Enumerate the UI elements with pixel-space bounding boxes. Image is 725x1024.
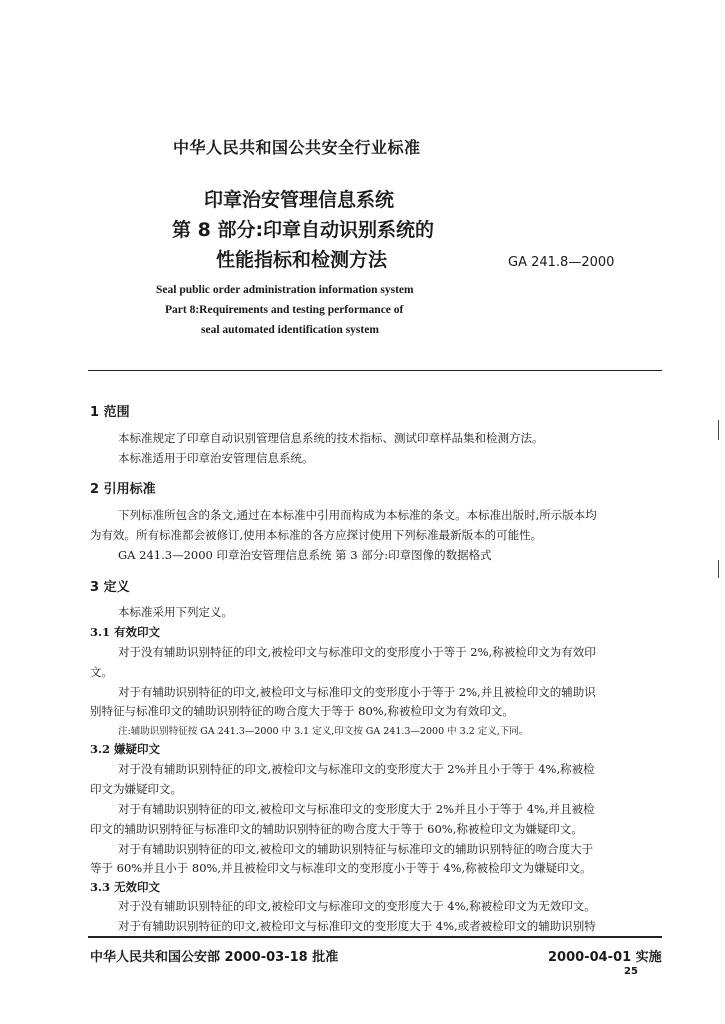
- section-2-reference: GA 241.3—2000 印章治安管理信息系统 第 3 部分:印章图像的数据格式: [118, 548, 492, 562]
- scan-mark-2: [718, 560, 719, 578]
- section-2-para-1: 下列标准所包含的条文,通过在本标准中引用而构成为本标准的条文。本标准出版时,所示版本均: [118, 508, 597, 522]
- section-3-2-line-4: 印文的辅助识别特征与标准印文的辅助识别特征的吻合度大于等于 60%,称被检印文为嫌疑印文。: [90, 822, 583, 836]
- section-1-para-1: 本标准规定了印章自动识别管理信息系统的技术指标、测试印章样品集和检测方法。: [118, 431, 544, 445]
- section-2-heading: 2 引用标准: [90, 482, 156, 497]
- section-3-1-note: 注:辅助识别特征按 GA 241.3—2000 中 3.1 定义,印文按 GA 241.3—2000 中 3.2 定义,下同。: [118, 726, 529, 737]
- section-3-1-line-3: 对于有辅助识别特征的印文,被检印文与标准印文的变形度小于等于 2%,并且被检印文的辅助识: [118, 685, 596, 699]
- english-title-line-1: Seal public order administration information system: [156, 284, 414, 296]
- section-3-2-line-6: 等于 60%并且小于 80%,并且被检印文与标准印文的变形度小于等于 4%,称被检印文为嫌疑印文。: [90, 861, 592, 875]
- section-3-2-line-2: 印文为嫌疑印文。: [90, 782, 182, 796]
- english-title-line-3: seal automated identification system: [201, 324, 379, 336]
- header-rule: [88, 370, 662, 371]
- section-3-2-line-1: 对于没有辅助识别特征的印文,被检印文与标准印文的变形度大于 2%并且小于等于 4%,称被检: [118, 762, 595, 776]
- section-3-1-line-4: 别特征与标准印文的辅助识别特征的吻合度大于等于 80%,称被检印文为有效印文。: [90, 704, 514, 718]
- section-3-2-heading: 3.2 嫌疑印文: [90, 742, 161, 756]
- standard-body-heading: 中华人民共和国公共安全行业标准: [173, 138, 421, 157]
- footer-rule: [88, 936, 662, 938]
- standard-code: GA 241.8—2000: [508, 255, 615, 270]
- section-3-1-heading: 3.1 有效印文: [90, 625, 161, 639]
- approval-date: 中华人民共和国公安部 2000-03-18 批准: [90, 950, 339, 965]
- title-line-2: 第 8 部分:印章自动识别系统的: [172, 219, 435, 241]
- section-2-para-2: 为有效。所有标准都会被修订,使用本标准的各方应探讨使用下列标准最新版本的可能性。: [90, 528, 543, 542]
- title-line-3: 性能指标和检测方法: [216, 249, 388, 271]
- implementation-date: 2000-04-01 实施: [548, 950, 662, 965]
- section-3-3-heading: 3.3 无效印文: [90, 880, 161, 894]
- page-number: 25: [624, 966, 638, 977]
- section-1-para-2: 本标准适用于印章治安管理信息系统。: [118, 451, 314, 465]
- section-1-heading: 1 范围: [90, 405, 130, 420]
- title-line-1: 印章治安管理信息系统: [204, 189, 395, 211]
- section-3-1-line-2: 文。: [90, 665, 113, 679]
- section-3-heading: 3 定义: [90, 580, 130, 595]
- section-3-2-line-5: 对于有辅助识别特征的印文,被检印文的辅助识别特征与标准印文的辅助识别特征的吻合度大于: [118, 842, 594, 856]
- section-3-3-line-1: 对于没有辅助识别特征的印文,被检印文与标准印文的变形度大于 4%,称被检印文为无效印文。: [118, 899, 596, 913]
- section-3-intro: 本标准采用下列定义。: [118, 605, 233, 619]
- english-title-line-2: Part 8:Requirements and testing performance of: [165, 304, 404, 316]
- section-3-2-line-3: 对于有辅助识别特征的印文,被检印文与标准印文的变形度大于 2%并且小于等于 4%,并且被检: [118, 802, 595, 816]
- section-3-1-line-1: 对于没有辅助识别特征的印文,被检印文与标准印文的变形度小于等于 2%,称被检印文为有效印: [118, 645, 596, 659]
- section-3-3-line-2: 对于有辅助识别特征的印文,被检印文与标准印文的变形度大于 4%,或者被检印文的辅助识别特: [118, 919, 596, 933]
- scan-mark-1: [718, 420, 719, 440]
